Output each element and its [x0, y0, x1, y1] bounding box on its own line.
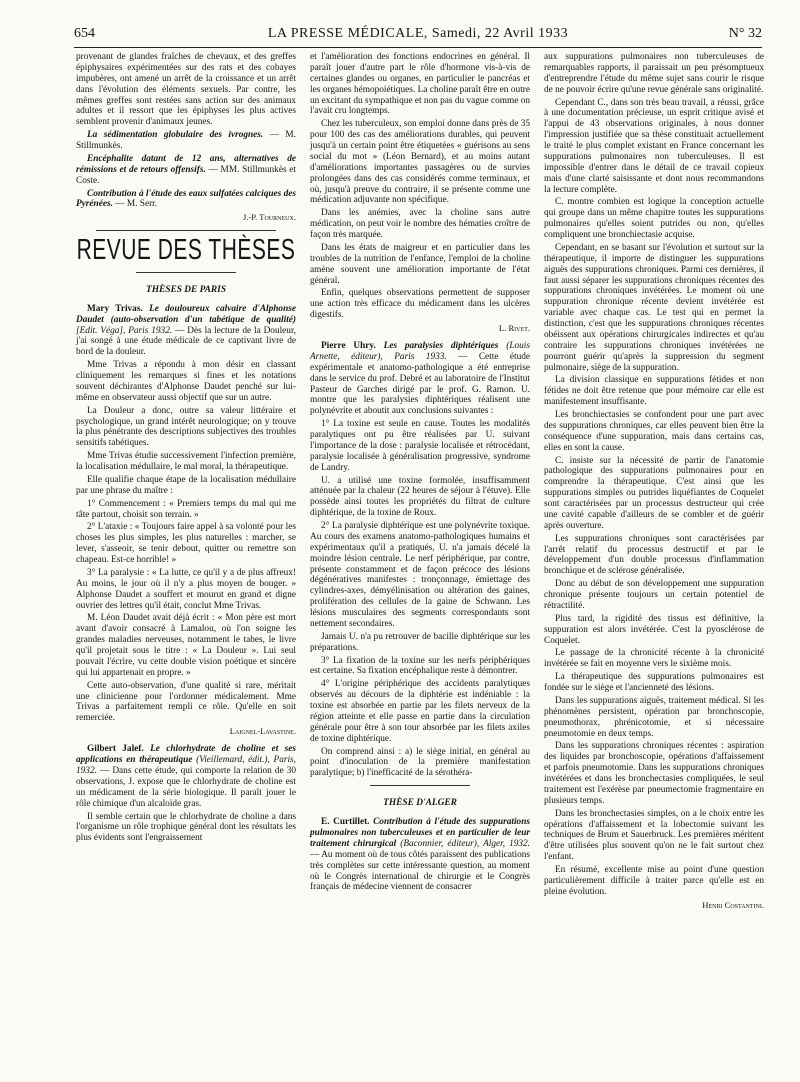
thesis-text: — Dans cette étude, qui comporte la relation de 30 observations, J. expose que le chlorhydrate de choline est un médicament de la série biologique. Il paraît jouer le rôle chimique d'un alcaloïde gras. [76, 766, 296, 809]
paragraph: 3° La fixation de la toxine sur les nerfs périphériques est certaine. Sa fixation encéphalique reste à démontrer. [310, 655, 530, 677]
paragraph: Dans les bronchectasies simples, on a le choix entre les opérations d'affaissement et la lobectomie suivant les techniques de Brum et Sauerbruck. Les premières méritent d'être utilisées plus souvent qu'on ne le fait surtout chez l'enfant. [544, 808, 764, 863]
paragraph: Cependant C., dans son très beau travail, a réussi, grâce à une documentation précieuse, un esprit critique avisé et l'appui de 43 observations originales, à nous donner l'impression justifiée que sa thèse constituait actuellement le traité le plus complet existant en France concernant les suppurations pulmonaires non tuberculeuses. Il est impossible d'entrer dans le détail de ce travail copieux mais d'une clarté saisissante et dont nous recommandons la lecture complète. [544, 97, 764, 195]
paragraph: En résumé, excellente mise au point d'une question particulièrement difficile à traiter parce qu'elle est en pleine évolution. [544, 865, 764, 897]
entry-title: Contribution à l'étude des eaux sulfatées calciques des Pyrénées. [76, 188, 296, 210]
entry-eaux-sulfatees [76, 189, 296, 211]
paragraph: Cependant, en se basant sur l'évolution et surtout sur la thérapeutique, il importe de distinguer les suppurations aiguës des suppurations chroniques. Parmi ces dernières, il faut aussi séparer les suppurations chroniques récentes des suppurations chroniques invétérées. Le moment où une suppuration chronique récente devient invétérée est variable avec chaque cas. Le test qui en permet la distinction, c'est que les suppurations chroniques récentes obéissent aux opérations chirurgicales indirectes et qu'au contraire les suppurations chroniques invétérées ne pourront guérir qu'après la suppression du segment pulmonaire, siège de la suppuration. [544, 242, 764, 373]
thesis-author: Pierre Uhry. [321, 341, 376, 352]
thesis-author: E. Curtillet. [321, 817, 370, 828]
paragraph: 2° La paralysie diphtérique est une polynévrite toxique. Au cours des examens anatomo-pathologiques humains et expérimentaux qu'il a pratiqués, U. n'a jamais décelé la moindre lésion centrale. Le nerf périphérique, par contre, présente constamment et de façon précoce des lésions dégénératives manifestes : tronçonnage, émiettage des cylindres-axes, démyélinisation ou altération des gaines, prolifération des cellules de la gaine de Schwann. Les lésions musculaires des segments correspondants sont nettement secondaires. [310, 521, 530, 629]
thesis-title: Le douloureux calvaire d'Alphonse Daudet (auto-observation d'un tabétique de qualité) [76, 303, 296, 325]
paragraph: Elle qualifie chaque étape de la localisation médullaire par une phrase du maître : [76, 474, 296, 496]
paragraph: C. montre combien est logique la conception actuelle qui groupe dans un même chapitre toutes les suppurations pulmonaires qu'elles soient putrides ou non, qu'elles compliquent une bronchiectasie acquise. [544, 197, 764, 240]
paragraph: U. a utilisé une toxine formolée, insuffisamment atténuée par la chaleur (22 heures de séjour à l'étuve). Elle possède ainsi toutes les propriétés du filtrat de culture diphtérique, de la toxine de Roux. [310, 475, 530, 519]
thesis-title: Le chlorhydrate de choline et ses applications en thérapeutique [76, 744, 297, 766]
thesis-entry-curtillet [310, 817, 530, 893]
signature: L. Rivet. [498, 323, 530, 333]
paragraph: Le passage de la chronicité récente à la chronicité invétérée se fait en moyenne vers le sixième mois. [544, 648, 764, 670]
paragraph: Cette auto-observation, d'une qualité si rare, méritait une clinicienne pour l'ordonner médicalement. Mme Trivas a parfaitement rempli ce rôle. Qu'elle en soit remerciée. [76, 680, 296, 724]
divider [96, 230, 276, 231]
thesis-author: Mary Trivas. [87, 303, 143, 314]
thesis-publisher: [Edit. Véga], Paris 1932. [76, 325, 173, 336]
issue-number: N° 32 [728, 26, 762, 41]
entry-encephalite [76, 154, 296, 187]
paragraph: Mme Trivas étudie successivement l'infection première, la localisation médullaire, le mal moral, la thérapeutique. [76, 451, 296, 473]
paragraph: Plus tard, la rigidité des tissus est définitive, la suppuration est alors invétérée. C'est la pyosclérose de Coquelet. [544, 613, 764, 646]
paragraph: C. insiste sur la nécessité de partir de l'anatomie pathologique des suppurations pulmonaires pour en comprendre la thérapeutique. C'est ainsi que les suppurations simples ou putrides liquéfiantes de Coquelet sont caractérisées par un processus destructeur qui crée une cavité capable d'ailleurs de se combler et de guérir après ouverture. [544, 455, 764, 531]
signature: J.-P. Tourneux. [242, 212, 296, 223]
publication-title: LA PRESSE MÉDICALE, Samedi, 22 Avril 1933 [267, 26, 569, 41]
entry-sedimentation [76, 130, 296, 152]
thesis-title: Les paralysies diphtériques [383, 341, 499, 352]
thesis-text: — Dès la lecture de la Douleur, j'ai songé à une étude médicale de ce captivant livre de bord de la douleur. [76, 325, 296, 358]
header-rule [74, 47, 762, 48]
paragraph: Dans les suppurations chroniques récentes : aspiration des liquides par bronchoscopie, opérations d'affaissement et parfois pneumotomie. Dans les suppurations chroniques invétérées et dans les bronchectasies compliquées, le seul traitement est l'exérèse par pneumectomie fragmentaire en plusieurs temps. [544, 741, 764, 806]
paragraph: Mme Trivas a répondu à mon désir en classant cliniquement les remarques si fines et les notations souvent déchirantes d'Alphonse Daudet penché sur lui-même en observateur aussi objectif que sur un autre. [76, 360, 296, 403]
paragraph: Dans les anémies, avec la choline sans autre médication, on peut voir le nombre des hématies croître de façon très marquée. [310, 208, 530, 240]
page-header [74, 26, 762, 46]
column-3 [544, 52, 764, 912]
entry-author: — MM. Stillmunkès et Coste. [76, 164, 296, 186]
paragraph: 2° L'ataxie : « Toujours faire appel à sa volonté pour les choses les plus simples, les plus naturelles : marcher, se lever, s'asseoir, se tenir debout, quitter ou remettre son chapeau. Est-ce horrible! » [76, 522, 296, 566]
entry-title: Encéphalite datant de 12 ans, alternatives de rémissions et de retours offensifs. [76, 153, 296, 175]
thesis-publisher: (Vieillemard, édit.), Paris, 1932. [76, 755, 296, 777]
paragraph: On comprend ainsi : a) le siège initial, en général au point d'inoculation de la première manifestation paralytique; b) l'inefficacité de la sérothéra- [310, 746, 530, 779]
thesis-publisher: (Baconnier, éditeur), Alger, 1932. [400, 838, 530, 849]
paragraph: Il semble certain que le chlorhydrate de choline a dans l'organisme un rôle trophique général dont les résultats les plus évidents sont l'engraissement [76, 811, 296, 844]
paragraph: La Douleur a donc, outre sa valeur littéraire et psychologique, un grand intérêt neurologique; on y trouve la plus pénétrante des descriptions subjectives des troubles sensitifs tabétiques. [76, 405, 296, 449]
thesis-entry-jalef [76, 744, 296, 809]
thesis-text: — Cette étude expérimentale et anatomo-pathologique a été entreprise dans le service du prof. Debré et au laboratoire de l'Institut Pasteur de Garches dirigé par le prof. G. Ramon. U. montre que les paralysies diphtériques réalisent une polynévrite et aboutit aux conclusions suivantes : [310, 351, 530, 417]
paragraph: provenant de glandes fraîches de chevaux, et des greffes épiphysaires expérimentées sur des rats et des cobayes impubères, ont amené un arrêt de la croissance et un arrêt dans l'évolution des éléments sexuels. Par contre, les mêmes greffes sont restées sans action sur des animaux adultes et il ressort que les épiphyses les plus actives semblent provenir d'animaux jeunes. [76, 52, 296, 128]
paragraph: M. Léon Daudet avait déjà écrit : « Mon père est mort avant d'avoir consacré à Lamalou, où l'on soigne les grandes maladies nerveuses, notamment le tabes, le livre qu'il projetait sous le titre : « La Douleur ». Lui seul pouvait l'écrire, vu cette double vision poétique et sincère qui lui appartenait en propre. » [76, 613, 296, 678]
subsection-title: THÈSE D'ALGER [383, 798, 457, 809]
paragraph: Donc au début de son développement une suppuration chronique présente toujours un certain potentiel de rétractilité. [544, 579, 764, 611]
paragraph: aux suppurations pulmonaires non tuberculeuses de remarquables rapports, il paraissait un peu présomptueux d'entreprendre l'étude du même sujet sans courir le risque de ne pouvoir écrire qu'une revue générale sans originalité. [544, 52, 764, 95]
signature: Laignel-Lavastine. [229, 726, 296, 737]
entry-title: La sédimentation globulaire des ivrognes. [87, 130, 264, 141]
paragraph: Les bronchiectasies se confondent pour une part avec des suppurations chroniques, car elles peuvent bien être la conséquence d'une suppuration, mais dans certains cas, elles en sont la cause. [544, 410, 764, 453]
divider [136, 272, 236, 273]
thesis-publisher: (Louis Arnette, éditeur), Paris 1933. [310, 341, 530, 362]
page-number: 654 [74, 26, 95, 41]
paragraph: Jamais U. n'a pu retrouver de bacille diphtérique sur les préparations. [310, 631, 530, 653]
text-columns [76, 52, 766, 912]
paragraph: 1° La toxine est seule en cause. Toutes les modalités paralytiques ont pu être réalisées par U. suivant l'importance de la dose : paralysie localisée et rétrocédant, paralysie localisée à généralisation progressive, syndrome de Landry. [310, 419, 530, 473]
column-2 [310, 52, 530, 912]
thesis-entry-uhry [310, 341, 530, 417]
paragraph: Les suppurations chroniques sont caractérisées par l'arrêt relatif du processus destructif et par le développement d'un double processus d'inflammation bronchique et de sclérose généralisée. [544, 533, 764, 577]
entry-author: — M. Stillmunkès. [76, 130, 297, 151]
paragraph: 1° Commencement : « Premiers temps du mal qui me tâte partout, choisit son terrain. » [76, 498, 296, 520]
paragraph: Dans les suppurations aiguës, traitement médical. Si les phénomènes persistent, opération par bronchoscopie, pneumothorax, phrénicotomie, et si nécessaire pneumotomie en deux temps. [544, 695, 764, 739]
paragraph: La thérapeutique des suppurations pulmonaires est fondée sur le siège et l'ancienneté des lésions. [544, 672, 764, 693]
paragraph: Dans les états de maigreur et en particulier dans les troubles de la nutrition de l'enfance, l'emploi de la choline amène souvent une amélioration importante de l'état général. [310, 242, 530, 286]
paragraph: Chez les tuberculeux, son emploi donne dans près de 35 pour 100 des cas des améliorations durables, qui peuvent jusqu'à un certain point être étiquetées « guérisons au sens social du mot » (Léon Bernard), et au moins autant d'améliorations importantes passagères ou de survies prolongées dans des cas considérés comme terminaux, et où, jusqu'à preuve du contraire, il se présente comme une médication adjuvante non spécifique. [310, 119, 530, 206]
thesis-text: — Au moment où de tous côtés paraissent des publications très complètes sur cette intéressante question, au moment où le Congrès international de chirurgie et le Congrès français de médecine viennent de consacrer [310, 849, 530, 893]
thesis-author: Gilbert Jalef. [87, 744, 144, 755]
signature: Henri Costantini. [702, 899, 764, 910]
paragraph: 4° L'origine périphérique des accidents paralytiques observés au décours de la diphtérie est indéniable : la toxine est absorbée en partie par les filets nerveux de la région atteinte et elle passe en partie dans la circulation générale pour être à son tour absorbée par les filets axiles de toxine diphtérique. [310, 679, 530, 744]
thesis-entry-trivas [76, 304, 296, 358]
entry-author: — M. Serr. [115, 199, 158, 210]
section-title: REVUE DES THÈSES [76, 234, 296, 267]
divider [370, 785, 470, 786]
thesis-title: Contribution à l'étude des suppurations pulmonaires non tuberculeuses et en particulier de leur traitement chirurgical [310, 817, 530, 849]
paragraph: et l'amélioration des fonctions endocrines en général. Il paraît jouer d'autre part le rôle d'hormone vis-à-vis de certaines glandes ou organes, en particulier le pancréas et les organes hémopoiétiques. La choline paraît être en outre un excitant du sympathique et non pas du vague comme on l'avait cru longtemps. [310, 52, 530, 117]
subsection-title: THÈSES DE PARIS [145, 284, 227, 295]
paragraph: Enfin, quelques observations permettent de supposer une action très efficace du médicament dans les ulcères digestifs. [310, 288, 530, 321]
paragraph: 3° La paralysie : « La lutte, ce qu'il y a de plus affreux! Au moins, le jour où il n'y a plus moyen de bouger. » Alphonse Daudet a souffert et mourut en grand et digne ouvrier des lettres qu'il était, conclut Mme Trivas. [76, 567, 296, 611]
paragraph: La division classique en suppurations fétides et non fétides ne doit être retenue que pour mémoire car elle est manifestement insuffisante. [544, 375, 764, 408]
column-1 [76, 52, 296, 912]
